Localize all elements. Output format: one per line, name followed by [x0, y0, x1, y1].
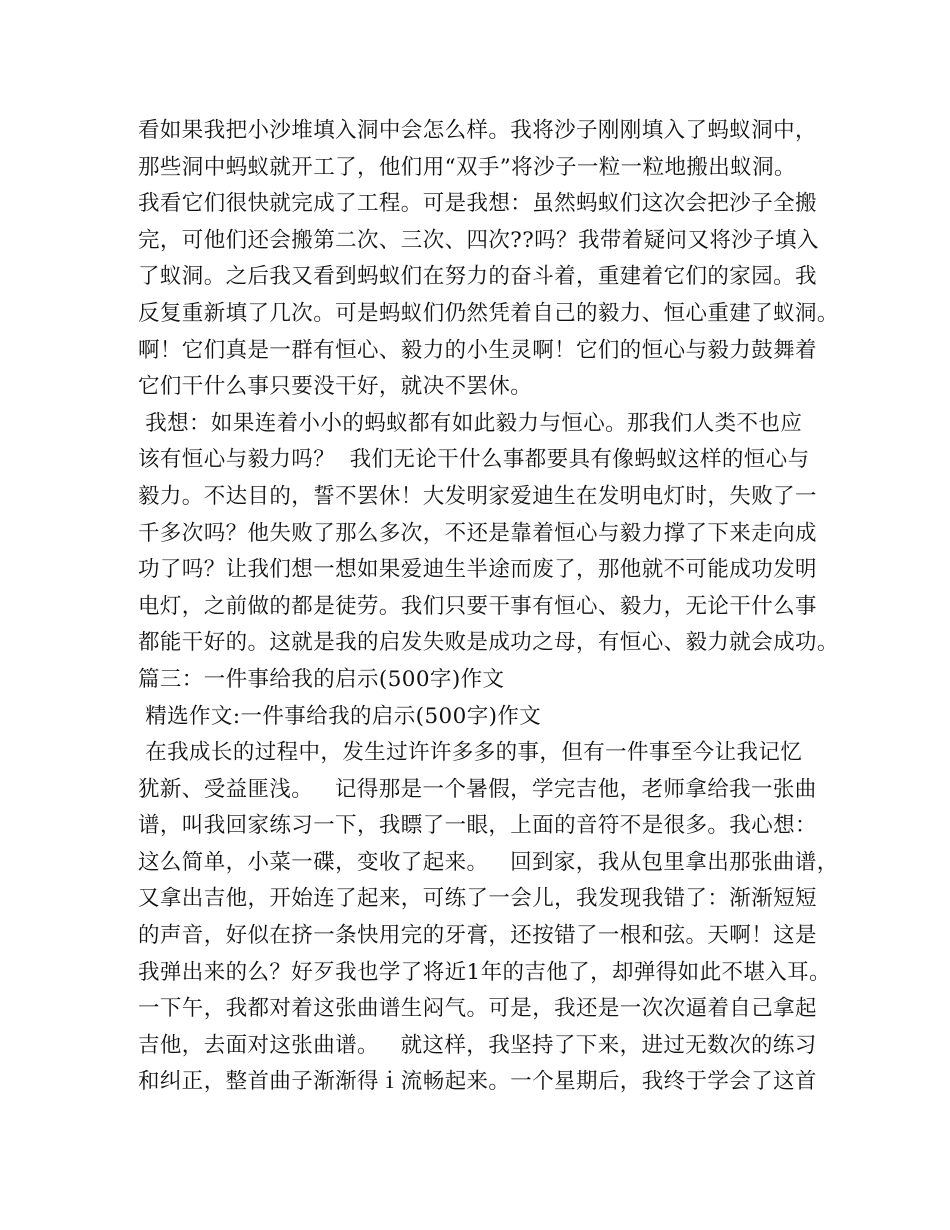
text-line: 我看它们很快就完成了工程。可是我想：虽然蚂蚁们这次会把沙子全搬 [138, 191, 817, 217]
text-line: 犹新、受益匪浅。 记得那是一个暑假，学完吉他，老师拿给我一张曲 [138, 776, 817, 802]
article-title: 精选作文:一件事给我的启示(500字)作文 [138, 703, 542, 729]
text-line: 的声音，好似在挤一条快用完的牙膏，还按错了一根和弦。天啊！这是 [138, 923, 817, 949]
text-line: 那些洞中蚂蚁就开工了，他们用“双手”将沙子一粒一粒地搬出蚁洞。 [138, 154, 796, 180]
text-line: 电灯，之前做的都是徒劳。我们只要干事有恒心、毅力，无论干什么事 [138, 593, 817, 619]
text-line: 毅力。不达目的，誓不罢休！大发明家爱迪生在发明电灯时，失败了一 [138, 483, 817, 509]
text-line: 都能干好的。这就是我的启发失败是成功之母，有恒心、毅力就会成功。 [138, 630, 839, 656]
text-line: 完，可他们还会搬第二次、三次、四次??吗？我带着疑问又将沙子填入 [138, 227, 819, 253]
text-line: 它们干什么事只要没干好，就决不罢休。 [138, 374, 533, 400]
text-line: 吉他，去面对这张曲谱。 就这样，我坚持了下来，进过无数次的练习 [138, 1032, 817, 1058]
text-line: 啊！它们真是一群有恒心、毅力的小生灵啊！它们的恒心与毅力鼓舞着 [138, 337, 817, 363]
text-line: 反复重新填了几次。可是蚂蚁们仍然凭着自己的毅力、恒心重建了蚁洞。 [138, 300, 839, 326]
text-line: 在我成长的过程中，发生过许许多多的事，但有一件事至今让我记忆 [138, 740, 803, 766]
text-line: 了蚁洞。之后我又看到蚂蚁们在努力的奋斗着，重建着它们的家园。我 [138, 264, 817, 290]
text-line: 我弹出来的么？好歹我也学了将近1年的吉他了，却弹得如此不堪入耳。 [138, 959, 831, 985]
text-line: 该有恒心与毅力吗？ 我们无论干什么事都要具有像蚂蚁这样的恒心与 [138, 447, 810, 473]
text-line: 和纠正，整首曲子渐渐得ｉ流畅起来。一个星期后，我终于学会了这首 [138, 1069, 817, 1095]
text-line: 看如果我把小沙堆填入洞中会怎么样。我将沙子刚刚填入了蚂蚁洞中， [138, 118, 817, 143]
body-text [138, 113, 838, 1101]
text-line: 功了吗？让我们想一想如果爱迪生半途而废了，那他就不可能成功发明 [138, 557, 817, 583]
text-line: 我想：如果连着小小的蚂蚁都有如此毅力与恒心。那我们人类不也应 [138, 410, 803, 436]
text-line: 又拿出吉他，开始连了起来，可练了一会儿，我发现我错了：渐渐短短 [138, 886, 817, 912]
text-line: 谱，叫我回家练习一下，我瞟了一眼，上面的音符不是很多。我心想： [138, 813, 817, 839]
text-line: 一下午，我都对着这张曲谱生闷气。可是，我还是一次次逼着自己拿起 [138, 996, 817, 1022]
text-line: 这么简单，小菜一碟，变收了起来。 回到家，我从包里拿出那张曲谱， [138, 849, 839, 875]
text-line: 千多次吗？他失败了那么多次，不还是靠着恒心与毅力撑了下来走向成 [138, 520, 817, 546]
section-heading: 篇三：一件事给我的启示(500字)作文 [138, 666, 505, 692]
